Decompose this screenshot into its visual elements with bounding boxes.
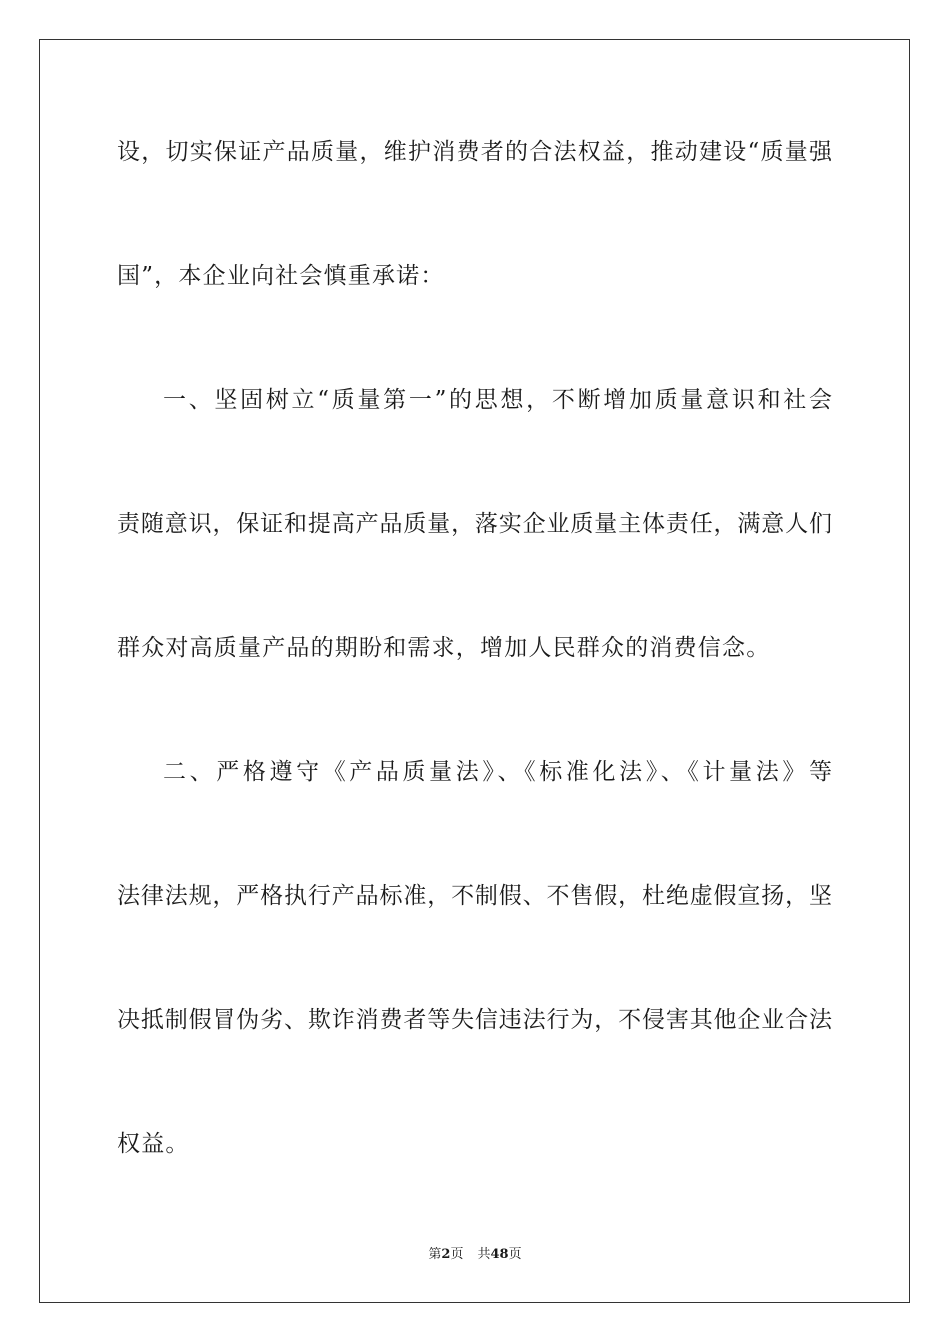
paragraph-1-line-3: 群众对高质量产品的期盼和需求，增加人民群众的消费信念。 (117, 635, 771, 661)
page-number: 2 (441, 1247, 451, 1262)
paragraph-2-line-1: 二、严格遵守《产品质量法》、《标准化法》、《计量法》等 (163, 759, 832, 785)
paragraph-2-line-3: 决抵制假冒伪劣、欺诈消费者等失信违法行为，不侵害其他企业合法 (117, 1007, 832, 1033)
total-prefix: 共 (477, 1247, 491, 1262)
page-footer (0, 1246, 950, 1264)
total-pages: 48 (490, 1247, 509, 1262)
body-line-2: 国”，本企业向社会慎重承诺： (117, 263, 445, 289)
paragraph-2-line-2: 法律法规，严格执行产品标准，不制假、不售假，杜绝虚假宣扬，坚 (117, 883, 832, 909)
paragraph-2-line-4: 权益。 (117, 1131, 190, 1157)
body-line-1: 设，切实保证产品质量，维护消费者的合法权益，推动建设“质量强 (117, 139, 832, 165)
paragraph-1-line-2: 责随意识，保证和提高产品质量，落实企业质量主体责任，满意人们 (117, 511, 832, 537)
page-prefix: 第 (428, 1247, 442, 1262)
paragraph-1-line-1: 一、坚固树立“质量第一”的思想，不断增加质量意识和社会 (163, 387, 832, 413)
page-suffix: 页 (450, 1247, 464, 1262)
total-suffix: 页 (508, 1247, 522, 1262)
page-border (39, 39, 910, 1303)
